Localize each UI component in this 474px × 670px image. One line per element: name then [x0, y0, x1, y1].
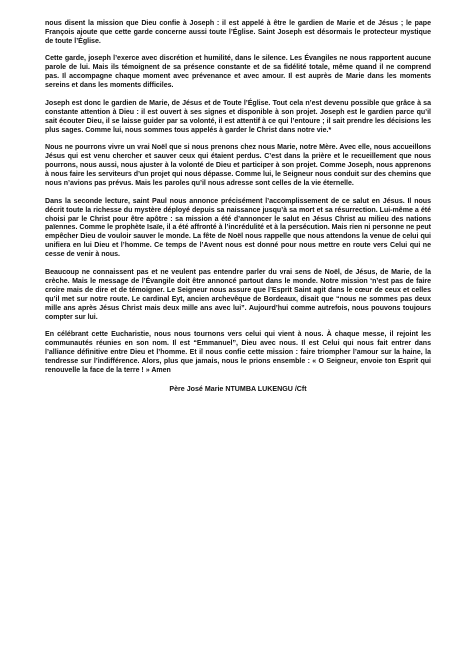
paragraph-eucharistie: En célébrant cette Eucharistie, nous nous tournons vers celui qui vient à nous. À chaque messe, il rejoint les communautés réunies en son nom. Il est “Emmanuel”, Dieu avec nous. Il est Celui qui nous fait entrer dans l’alliance définitive entre Dieu et l’homme. Et il nous confie cette mission : faire triompher l’amour sur la haine, la tendresse sur l’indifférence. Alors, plus que jamais, nous le prions ensemble : « O Seigneur, envoie ton Esprit qui renouvelle la face de la terre ! » Amen	[45, 331, 431, 375]
paragraph-joseph-discretion: Cette garde, joseph l’exerce avec discrétion et humilité, dans le silence. Les Évangiles ne nous rapportent aucune parole de lui. Mais ils témoignent de sa présence constante et de sa fidélité totale, même quand il ne comprend pas. Il accompagne chaque moment avec prévenance et avec amour. Il est auprès de Marie dans les moments sereins et dans les moments difficiles.	[45, 55, 431, 90]
paragraph-joseph-mission: nous disent la mission que Dieu confie à Joseph : il est appelé à être le gardien de Marie et de Jésus ; le pape François ajoute que cette garde concerne aussi toute l’Église. Saint Joseph est désormais le protecteur mystique de toute l’Église.	[45, 20, 431, 45]
author-signature: Père José Marie NTUMBA LUKENGU /Cft	[169, 384, 307, 393]
paragraph-saint-paul: Dans la seconde lecture, saint Paul nous annonce précisément l’accomplissement de ce salut en Jésus. Il nous décrit toute la richesse du mystère déployé depuis sa naissance jusqu’à sa mort et sa résurrection. Lui-même a été choisi par le Christ pour être apôtre : sa mission a été d’annoncer le salut en Jésus Christ au milieu des nations païennes. Comme le prophète Isaïe, il a été affronté à l’incrédulité et à la persécution. Mais rien ni personne ne peut empêcher Dieu de vouloir sauver le monde. La fête de Noël nous rappelle que nous attendons la venue de celui qui unifiera en lui Dieu et l’homme. Ce temps de l’Avent nous est donné pour nous mettre en route vers Celui qui ne cesse de venir à nous.	[45, 197, 431, 259]
paragraph-sens-de-noel: Beaucoup ne connaissent pas et ne veulent pas entendre parler du vrai sens de Noël, de Jésus, de Marie, de la crèche. Mais le message de l’Évangile doit être annoncé partout dans le monde. Notre mission ‘n’est pas de faire croire mais de dire et de témoigner. Le Seigneur nous assure que l’Esprit Saint agit dans le cœur de ceux et celles qu’il met sur notre route. Le cardinal Eyt, ancien archevêque de Bordeaux, disait que “nous ne sommes pas deux mille ans après Jésus Christ mais deux mille ans avec lui”. Aujourd’hui comme autrefois, nous pouvons toujours compter sur lui.	[45, 268, 431, 321]
document-page	[45, 20, 431, 394]
paragraph-vrai-noel: Nous ne pourrons vivre un vrai Noël que si nous prenons chez nous Marie, notre Mère. Avec elle, nous accueillons Jésus qui est venu chercher et sauver ceux qui étaient perdus. C’est dans la prière et le recueillement que nous pourrons, nous aussi, nous ajuster à la volonté de Dieu et participer à son projet. Comme Joseph, nous apprenons à nous faire les serviteurs d’un projet qui nous dépasse. Comme lui, le Seigneur nous conduit sur des chemins que nous n’avions pas prévus. Mais les paroles qu’il nous adresse sont celles de la vie éternelle.	[45, 144, 431, 188]
paragraph-joseph-gardien: Joseph est donc le gardien de Marie, de Jésus et de Toute l’Église. Tout cela n’est devenu possible que grâce à sa constante attention à Dieu : il est ouvert à ses signes et disponible à son projet. Joseph est le gardien parce qu’il sait écouter Dieu, il se laisse guider par sa volonté, il est attentif à ce qui l’entoure ; il sait prendre les décisions les plus sages. Comme lui, nous sommes tous appelés à garder le Christ dans notre vie.*	[45, 99, 431, 134]
